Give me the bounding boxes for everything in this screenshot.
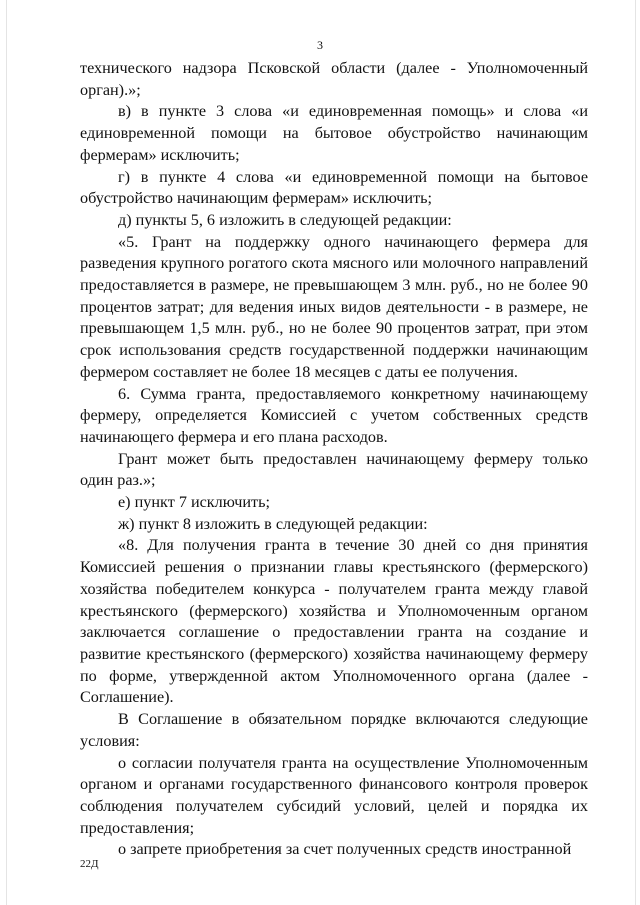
paragraph: Грант может быть предоставлен начинающему фермеру только один раз.»;	[80, 449, 588, 490]
paragraph: В Соглашение в обязательном порядке включаются следующие условия:	[80, 710, 588, 750]
paragraph: ж) пункт 8 изложить в следующей редакции:	[118, 514, 428, 533]
paragraph: д) пункты 5, 6 изложить в следующей редакции:	[118, 210, 452, 229]
paragraph: г) в пункте 4 слова «и единовременной помощи на бытовое обустройство начинающим фермерам» исключить;	[80, 167, 588, 208]
paragraph: о запрете приобретения за счет полученных средств иностранной	[118, 840, 572, 859]
paragraph: е) пункт 7 исключить;	[118, 493, 270, 512]
paragraph: «5. Грант на поддержку одного начинающего фермера для разведения крупного рогатого скота мясного или молочного направлений предоставляется в размере, не превышающем 3 млн. руб., но не более 90 процентов затрат; для ведения иных видов деятельности - в размере, не превышающем 1,5 млн. руб., но не более 90 процентов затрат, при этом срок использования средств государственной поддержки начинающим фермером составляет не более 18 месяцев с даты ее получения.	[80, 232, 588, 381]
document-body	[80, 58, 588, 861]
paragraph: о согласии получателя гранта на осуществление Уполномоченным органом и органами государственного финансового контроля проверок соблюдения получателем субсидий условий, целей и порядка их предоставления;	[80, 753, 588, 837]
paragraph: в) в пункте 3 слова «и единовременная помощь» и слова «и единовременной помощи на бытовое обустройство начинающим фермерам» исключить;	[80, 102, 588, 164]
page-number: 3	[317, 38, 323, 52]
paragraph: 6. Сумма гранта, предоставляемого конкретному начинающему фермеру, определяется Комиссией с учетом собственных средств начинающего фермера и его плана расходов.	[80, 384, 588, 446]
scan-edge-left	[6, 0, 7, 905]
scan-edge-right	[635, 0, 636, 905]
paragraph: технического надзора Псковской области (далее - Уполномоченный орган).»;	[80, 59, 588, 99]
footer-document-code: 22Д	[80, 858, 99, 870]
paragraph: «8. Для получения гранта в течение 30 дней со дня принятия Комиссией решения о признании главы крестьянского (фермерского) хозяйства победителем конкурса - получателем гранта между главой крестьянского (фермерского) хозяйства и Уполномоченным органом заключается соглашение о предоставлении гранта на создание и развитие крестьянского (фермерского) хозяйства начинающему фермеру по форме, утвержденной актом Уполномоченного органа (далее - Соглашение).	[80, 536, 588, 707]
